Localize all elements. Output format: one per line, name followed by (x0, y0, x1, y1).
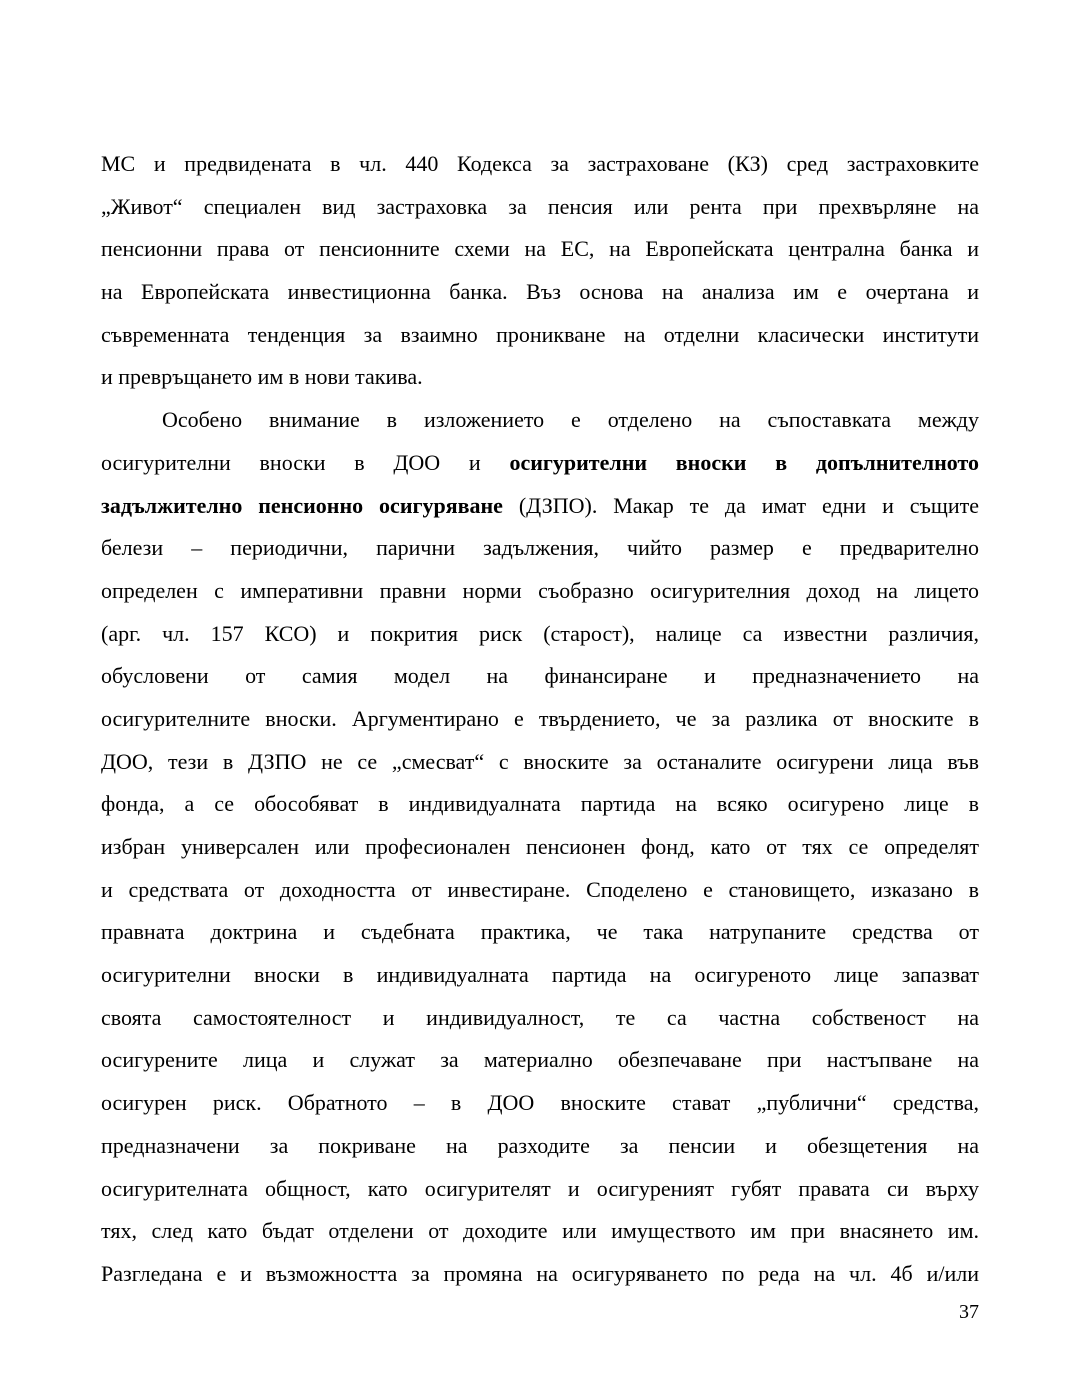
text-line: осигурените лица и служат за материално обезпечаване при настъпване на (101, 1047, 979, 1073)
text-line-mixed (101, 442, 979, 485)
bold-text-run: осигурителни вноски в допълнителното (509, 449, 979, 475)
text-line: (арг. чл. 157 КСО) и покрития риск (старост), налице са известни различия, (101, 620, 979, 646)
text-line: ДОО, тези в ДЗПО не се „смесват“ с вноските за останалите осигурени лица във (101, 748, 979, 774)
text-line: фонда, а се обособяват в индивидуалната партида на всяко осигурено лице в (101, 791, 979, 817)
text-line: предназначени за покриване на разходите за пенсии и обезщетения на (101, 1132, 979, 1158)
text-line-mixed (101, 485, 979, 528)
text-line: на Европейската инвестиционна банка. Въз основа на анализа им е очертана и (101, 279, 979, 305)
text-line: и средствата от доходността от инвестиране. Споделено е становището, изказано в (101, 876, 979, 902)
text-line: пенсионни права от пенсионните схеми на ЕС, на Европейската централна банка и (101, 236, 979, 262)
document-body (101, 143, 979, 1296)
text-line: осигурителната общност, като осигурителят и осигуреният губят правата си върху (101, 1175, 979, 1201)
text-run: осигурителни вноски в ДОО и (101, 449, 510, 475)
text-line: осигурителните вноски. Аргументирано е твърдението, че за разлика от вноските в (101, 705, 979, 731)
text-line: осигурителни вноски в индивидуалната партида на осигуреното лице запазват (101, 962, 979, 988)
text-line: Разгледана е и възможността за промяна на осигуряването по реда на чл. 4б и/или (101, 1260, 979, 1286)
text-line: МС и предвидената в чл. 440 Кодекса за застраховане (КЗ) сред застраховките (101, 151, 979, 176)
text-line: Особено внимание в изложението е отделено на съпоставката между (162, 407, 979, 433)
text-line: своята самостоятелност и индивидуалност, те са частна собственост на (101, 1004, 979, 1030)
text-line: правната доктрина и съдебната практика, че така натрупаните средства от (101, 919, 979, 945)
page-number: 37 (959, 1301, 979, 1323)
text-line: и превръщането им в нови такива. (101, 364, 423, 390)
bold-text-run: задължително пенсионно осигуряване (101, 492, 503, 518)
text-line: тях, след като бъдат отделени от доходите или имуществото им при внасянето им. (101, 1218, 979, 1244)
text-line: определен с императивни правни норми съобразно осигурителния доход на лицето (101, 577, 979, 603)
text-line: избран универсален или професионален пенсионен фонд, като от тях се определят (101, 834, 979, 859)
text-run: (ДЗПО). Макар те да имат едни и същите (502, 492, 979, 518)
text-line: съвременната тенденция за взаимно проникване на отделни класически институти (101, 321, 979, 347)
text-line: „Живот“ специален вид застраховка за пенсия или рента при прехвърляне на (101, 193, 979, 219)
text-line: обусловени от самия модел на финансиране и предназначението на (101, 663, 979, 689)
text-line: осигурен риск. Обратното – в ДОО вноските стават „публични“ средства, (101, 1090, 979, 1116)
text-line: белези – периодични, парични задължения, чийто размер е предварително (101, 535, 979, 561)
